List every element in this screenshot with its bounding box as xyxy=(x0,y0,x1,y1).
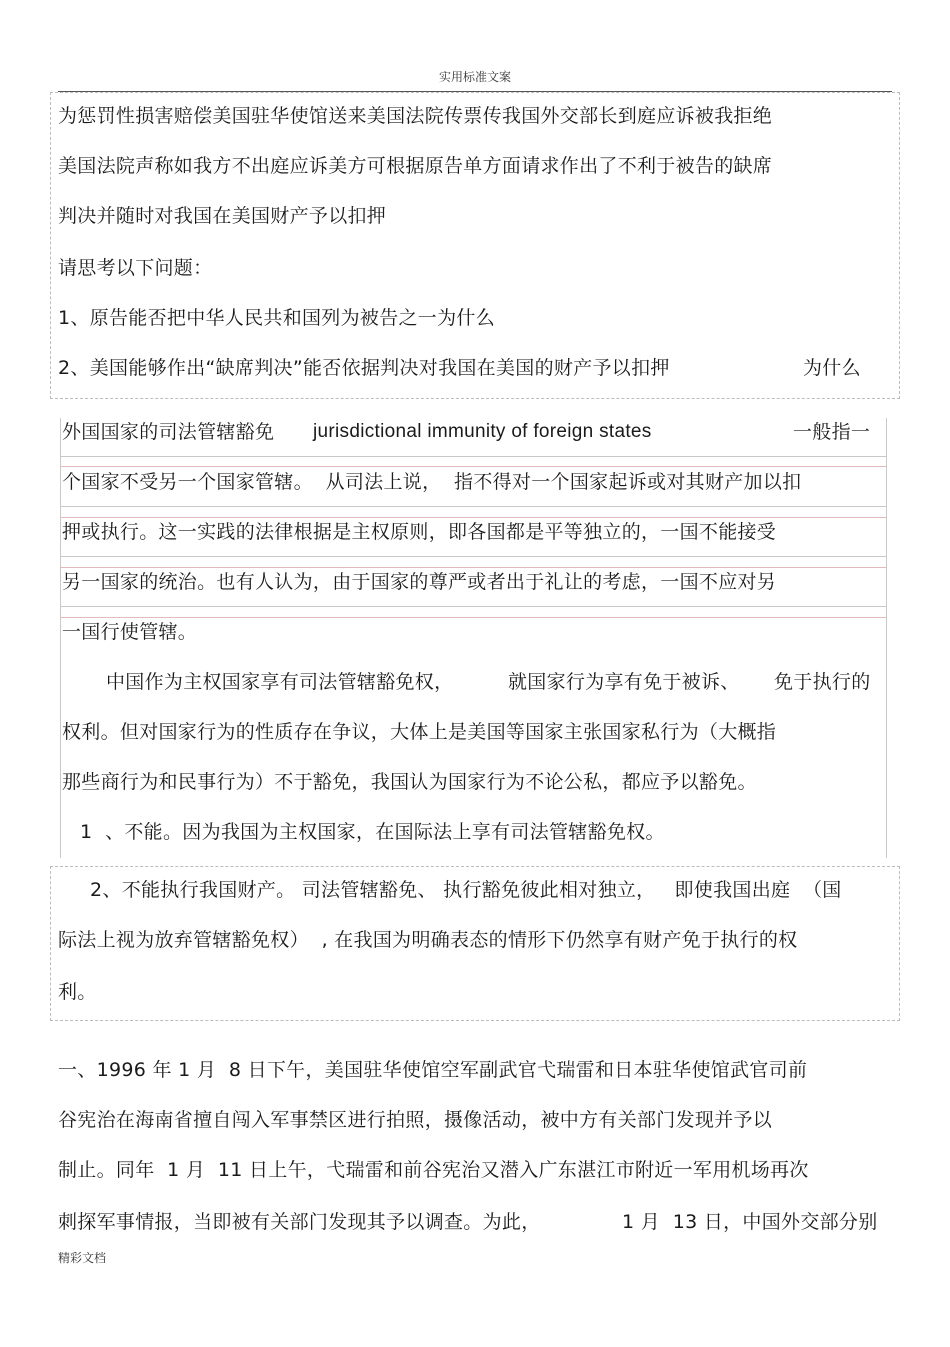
china-position-text: 那些商行为和民事行为）不于豁免，我国认为国家行为不论公私，都应予以豁免。 xyxy=(62,771,757,793)
question-item: 1、原告能否把中华人民共和国列为被告之一为什么 xyxy=(58,307,495,329)
ruled-line xyxy=(60,567,886,568)
china-position-text: 免于执行的 xyxy=(774,671,871,693)
china-position-text: 权利。但对国家行为的性质存在争议，大体上是美国等国家主张国家私行为（大概指 xyxy=(62,721,777,743)
case-text-line: 美国法院声称如我方不出庭应诉美方可根据原告单方面请求作出了不利于被告的缺席 xyxy=(58,155,773,177)
case-two-text: 谷宪治在海南省擅自闯入军事禁区进行拍照，摄像活动，被中方有关部门发现并予以 xyxy=(58,1109,773,1131)
question-item: 2、美国能够作出“缺席判决”能否依据判决对我国在美国的财产予以扣押 xyxy=(58,357,670,379)
case-two-text: 一、1996 年 1 月 8 日下午，美国驻华使馆空军副武官弋瑞雷和日本驻华使馆武官司前 xyxy=(58,1059,808,1081)
ruled-line xyxy=(60,556,886,557)
ruled-line xyxy=(60,606,886,607)
case-two-text: 刺探军事情报，当即被有关部门发现其予以调查。为此， xyxy=(58,1211,541,1233)
china-position-text: 就国家行为享有免于被诉、 xyxy=(508,671,740,693)
immunity-text: 另一国家的统治。也有人认为，由于国家的尊严或者出于礼让的考虑，一国不应对另 xyxy=(62,571,777,593)
china-position-text: 中国作为主权国家享有司法管辖豁免权， xyxy=(106,671,454,693)
answer-one: 1 、不能。因为我国为主权国家，在国际法上享有司法管辖豁免权。 xyxy=(80,821,665,843)
immunity-term-english: jurisdictional immunity of foreign states xyxy=(313,421,652,442)
case-two-text: 制止。同年 1 月 11 日上午，弋瑞雷和前谷宪治又潜入广东湛江市附近一军用机场再次 xyxy=(58,1159,809,1181)
case-text-line: 判决并随时对我国在美国财产予以扣押 xyxy=(58,205,387,227)
ruled-left-edge xyxy=(60,418,61,858)
immunity-text: 押或执行。这一实践的法律根据是主权原则，即各国都是平等独立的，一国不能接受 xyxy=(62,521,777,543)
answer-two-text: 利。 xyxy=(58,981,97,1003)
answer-two-text: 2、不能执行我国财产。 司法管辖豁免、 执行豁免彼此相对独立， 即使我国出庭 （国 xyxy=(90,879,842,901)
ruled-line xyxy=(60,517,886,518)
case-question-box xyxy=(50,92,900,399)
answer-two-text: 际法上视为放弃管辖豁免权） , 在我国为明确表态的情形下仍然享有财产免于执行的权 xyxy=(58,929,798,951)
ruled-line xyxy=(60,506,886,507)
question-item-tail: 为什么 xyxy=(803,357,861,379)
immunity-term: 外国国家的司法管辖豁免 xyxy=(62,421,275,443)
immunity-text: 个国家不受另一个国家管辖。 从司法上说， 指不得对一个国家起诉或对其财产加以扣 xyxy=(62,471,802,493)
case-text-line: 为惩罚性损害赔偿美国驻华使馆送来美国法院传票传我国外交部长到庭应诉被我拒绝 xyxy=(58,105,773,127)
case-two-text: 1 月 13 日，中国外交部分别 xyxy=(622,1211,878,1233)
ruled-line xyxy=(60,456,886,457)
page-header: 实用标准文案 xyxy=(438,70,511,84)
immunity-text: 一般指一 xyxy=(793,421,871,443)
ruled-right-edge xyxy=(886,418,887,858)
questions-heading: 请思考以下问题： xyxy=(58,257,213,279)
ruled-line xyxy=(60,617,886,618)
page-footer: 精彩文档 xyxy=(58,1251,107,1265)
ruled-line xyxy=(60,466,886,467)
immunity-text: 一国行使管辖。 xyxy=(62,621,198,643)
